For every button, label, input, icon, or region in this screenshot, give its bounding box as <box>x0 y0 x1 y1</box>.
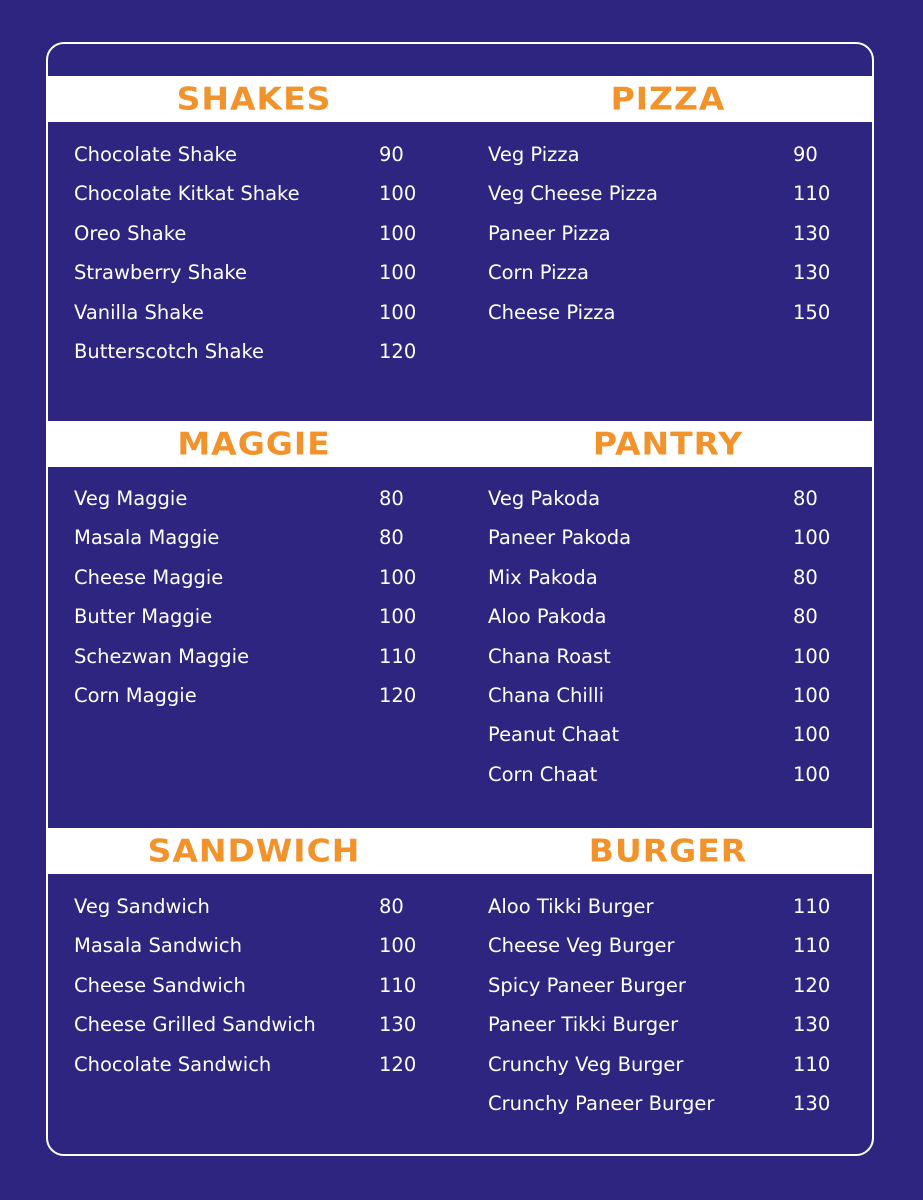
menu-item-name: Veg Cheese Pizza <box>488 182 658 206</box>
menu-item <box>488 755 848 794</box>
menu-item-name: Paneer Tikki Burger <box>488 1013 679 1037</box>
menu-item-price: 110 <box>793 182 831 206</box>
menu-item-name: Oreo Shake <box>74 221 187 245</box>
menu-item <box>74 1045 434 1084</box>
menu-item-name: Corn Pizza <box>488 261 589 285</box>
section-items-maggie <box>74 479 434 715</box>
menu-item-price: 100 <box>793 762 831 786</box>
menu-item <box>488 518 848 557</box>
menu-item-name: Corn Chaat <box>488 762 598 786</box>
menu-item-name: Chana Chilli <box>488 683 605 707</box>
menu-item-price: 100 <box>793 723 831 747</box>
menu-item <box>488 597 848 636</box>
menu-item <box>74 479 434 518</box>
menu-item-price: 130 <box>793 1091 831 1115</box>
menu-item-name: Peanut Chaat <box>488 723 620 747</box>
menu-item <box>74 293 434 332</box>
menu-item-price: 80 <box>379 526 404 550</box>
menu-item-name: Chana Roast <box>488 644 611 668</box>
menu-item-price: 80 <box>793 605 818 629</box>
menu-item-price: 100 <box>379 182 417 206</box>
menu-item-price: 130 <box>793 261 831 285</box>
menu-item <box>488 174 848 213</box>
menu-item <box>488 1084 848 1123</box>
menu-item-name: Cheese Maggie <box>74 565 224 589</box>
menu-item <box>488 214 848 253</box>
menu-item <box>488 135 848 174</box>
menu-item <box>74 597 434 636</box>
menu-item-name: Mix Pakoda <box>488 565 598 589</box>
menu-item-name: Veg Pakoda <box>488 487 601 510</box>
menu-item-price: 100 <box>379 221 417 245</box>
menu-item <box>488 1045 848 1084</box>
menu-item-price: 120 <box>379 1052 417 1076</box>
menu-item-name: Chocolate Shake <box>74 143 238 166</box>
menu-item <box>74 518 434 557</box>
menu-item <box>74 253 434 292</box>
menu-item-name: Chocolate Kitkat Shake <box>74 182 300 206</box>
menu-item-price: 100 <box>379 261 417 285</box>
menu-item-name: Strawberry Shake <box>74 261 248 285</box>
menu-item <box>488 558 848 597</box>
menu-item-name: Veg Maggie <box>74 487 188 510</box>
menu-item-name: Masala Maggie <box>74 526 220 550</box>
menu-item-name: Aloo Tikki Burger <box>488 895 654 918</box>
menu-item-price: 130 <box>793 1013 831 1037</box>
menu-item <box>488 676 848 715</box>
menu-item <box>74 214 434 253</box>
menu-item-name: Paneer Pakoda <box>488 526 632 550</box>
menu-item <box>488 253 848 292</box>
section-header-band <box>48 76 872 122</box>
menu-item <box>74 676 434 715</box>
menu-item <box>488 479 848 518</box>
menu-item-price: 80 <box>793 565 818 589</box>
menu-item <box>488 637 848 676</box>
menu-item-name: Cheese Sandwich <box>74 973 246 997</box>
menu-item-price: 110 <box>379 644 417 668</box>
menu-item-price: 80 <box>379 487 404 510</box>
menu-item <box>488 887 848 926</box>
menu-item-name: Schezwan Maggie <box>74 644 250 668</box>
menu-item-name: Veg Sandwich <box>74 895 210 918</box>
menu-item-name: Masala Sandwich <box>74 934 242 958</box>
menu-item-name: Cheese Grilled Sandwich <box>74 1013 316 1037</box>
section-items-sandwich <box>74 887 434 1084</box>
menu-item <box>488 293 848 332</box>
menu-item-price: 120 <box>379 339 417 363</box>
section-items-shakes <box>74 135 434 371</box>
menu-item-price: 120 <box>379 683 417 707</box>
menu-item <box>74 558 434 597</box>
section-items-pantry <box>488 479 848 794</box>
menu-item <box>74 135 434 174</box>
menu-item-name: Butterscotch Shake <box>74 339 265 363</box>
menu-item-name: Veg Pizza <box>488 143 580 166</box>
menu-item-name: Vanilla Shake <box>74 300 204 324</box>
menu-item-price: 80 <box>793 487 818 510</box>
menu-item <box>74 926 434 965</box>
section-title-sandwich: SANDWICH <box>147 832 361 870</box>
menu-item-name: Aloo Pakoda <box>488 605 607 629</box>
section-items-pizza <box>488 135 848 332</box>
menu-item-price: 110 <box>793 934 831 958</box>
menu-item-price: 150 <box>793 300 831 324</box>
section-title-pantry: PANTRY <box>592 425 744 463</box>
menu-item-name: Spicy Paneer Burger <box>488 973 686 997</box>
menu-item-price: 90 <box>793 143 818 166</box>
section-title-pizza: PIZZA <box>610 80 726 118</box>
menu-item <box>488 966 848 1005</box>
menu-item-name: Butter Maggie <box>74 605 213 629</box>
menu-item-price: 100 <box>793 644 831 668</box>
section-title-shakes: SHAKES <box>176 80 332 118</box>
menu-item-price: 110 <box>793 1052 831 1076</box>
menu-item-name: Chocolate Sandwich <box>74 1052 272 1076</box>
menu-item-price: 100 <box>379 605 417 629</box>
section-header-band <box>48 828 872 874</box>
menu-item-price: 90 <box>379 143 404 166</box>
section-items-burger <box>488 887 848 1123</box>
menu-item-price: 110 <box>793 895 831 918</box>
menu-item-name: Paneer Pizza <box>488 221 611 245</box>
menu-item-price: 130 <box>793 221 831 245</box>
menu-item <box>74 887 434 926</box>
menu-item <box>74 637 434 676</box>
menu-frame <box>46 42 874 1156</box>
section-header-band <box>48 421 872 467</box>
menu-item <box>488 926 848 965</box>
menu-item-name: Crunchy Veg Burger <box>488 1052 684 1076</box>
menu-item <box>74 966 434 1005</box>
menu-item-price: 100 <box>793 683 831 707</box>
menu-item-price: 100 <box>379 565 417 589</box>
menu-item-price: 100 <box>379 300 417 324</box>
menu-item-price: 80 <box>379 895 404 918</box>
menu-item-price: 100 <box>793 526 831 550</box>
menu-item-price: 130 <box>379 1013 417 1037</box>
menu-item-price: 120 <box>793 973 831 997</box>
menu-item-name: Cheese Veg Burger <box>488 934 675 958</box>
menu-item-price: 100 <box>379 934 417 958</box>
menu-item <box>488 1005 848 1044</box>
section-title-burger: BURGER <box>588 832 748 870</box>
section-title-maggie: MAGGIE <box>177 425 331 463</box>
menu-item <box>74 1005 434 1044</box>
menu-item <box>74 332 434 371</box>
menu-item-price: 110 <box>379 973 417 997</box>
menu-item <box>488 715 848 754</box>
menu-item-name: Crunchy Paneer Burger <box>488 1091 715 1115</box>
menu-item-name: Corn Maggie <box>74 683 197 707</box>
menu-item <box>74 174 434 213</box>
menu-item-name: Cheese Pizza <box>488 300 616 324</box>
